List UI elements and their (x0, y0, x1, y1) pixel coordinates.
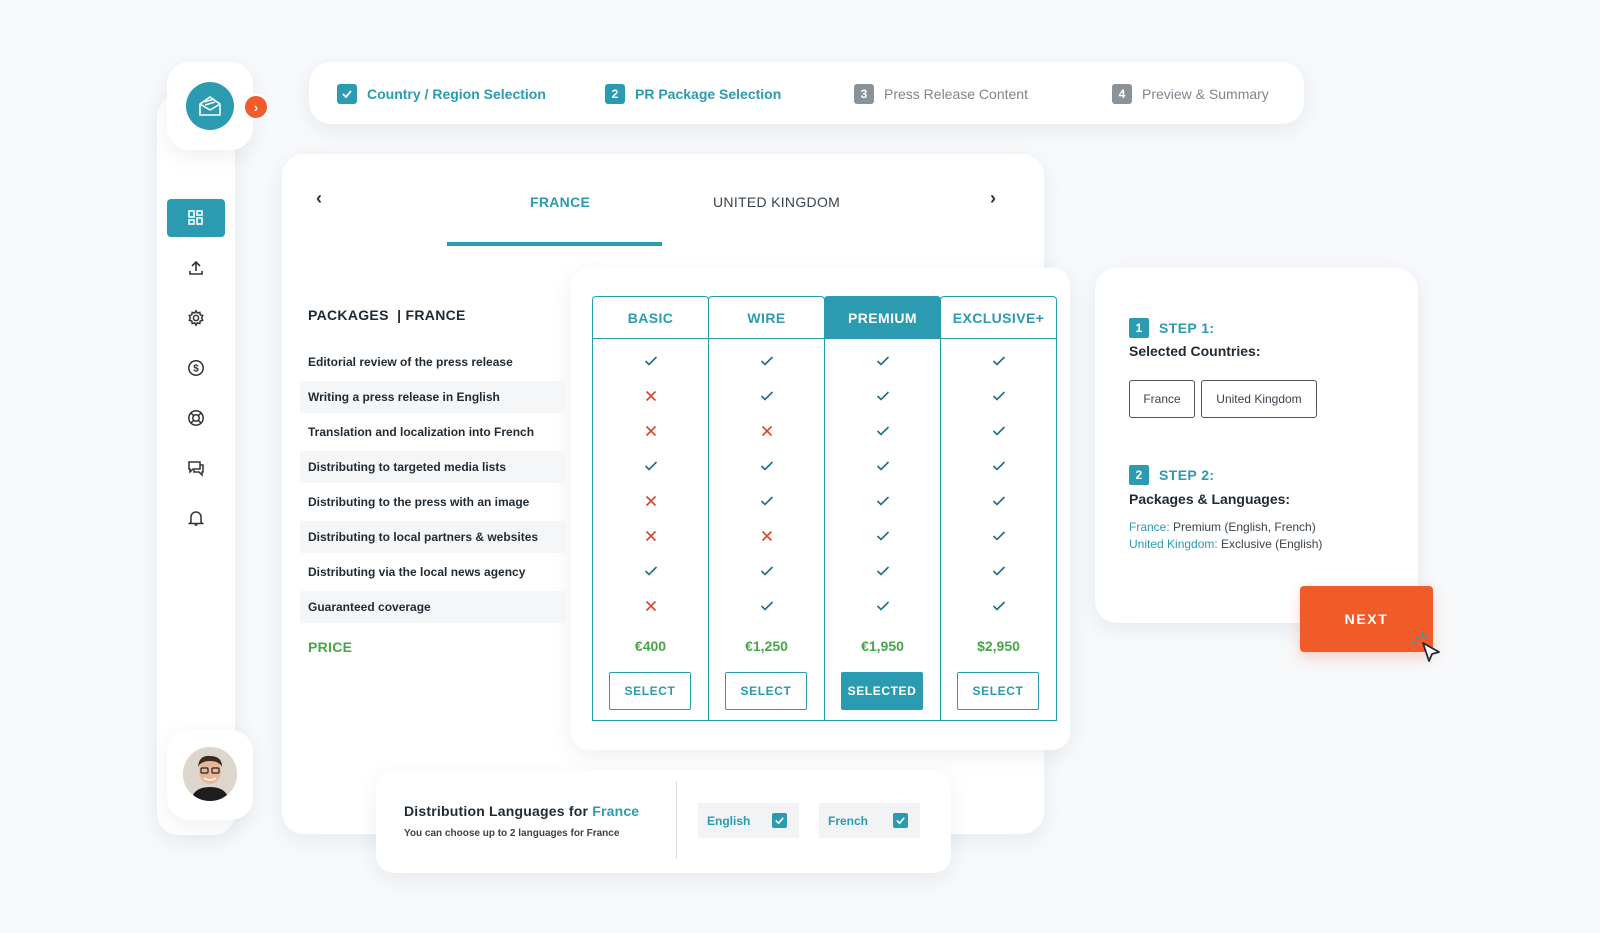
check-icon (341, 88, 353, 100)
checkbox[interactable] (772, 813, 787, 828)
check-icon (825, 526, 940, 546)
step-country-region[interactable] (337, 84, 546, 104)
user-photo-icon (183, 747, 237, 801)
language-label: French (828, 813, 869, 828)
active-tab-indicator (447, 242, 662, 246)
sidebar-item-settings[interactable] (167, 299, 225, 337)
next-country-button[interactable]: › (990, 188, 996, 208)
upload-icon (187, 259, 205, 277)
package-price: €400 (634, 638, 667, 654)
summary-country: France: (1129, 520, 1170, 534)
step-label: STEP 1: (1159, 320, 1215, 336)
check-icon (709, 456, 824, 476)
languages-title-prefix: Distribution Languages for (404, 803, 593, 819)
sidebar-item-billing[interactable] (167, 349, 225, 387)
packages-title: PACKAGES (308, 307, 389, 323)
notifications-icon (187, 509, 205, 527)
package-name: BASIC (593, 297, 708, 339)
app-logo[interactable] (186, 82, 234, 130)
step-number: 4 (1112, 84, 1132, 104)
billing-icon (187, 359, 205, 377)
feature-row: Editorial review of the press release (308, 355, 513, 369)
step-press-release-content[interactable] (854, 84, 1028, 104)
check-icon (941, 491, 1056, 511)
packages-country: | FRANCE (397, 307, 466, 323)
step-done-checkbox (337, 84, 357, 104)
chat-icon (187, 459, 205, 477)
feature-row: Writing a press release in English (300, 381, 566, 413)
feature-row: Distributing to the press with an image (308, 495, 530, 509)
sidebar-item-dashboard[interactable] (167, 199, 225, 237)
check-icon (709, 561, 824, 581)
summary-step-2 (1129, 465, 1214, 485)
feature-row: Guaranteed coverage (300, 591, 566, 623)
check-icon (825, 386, 940, 406)
feature-row: Distributing to targeted media lists (300, 451, 566, 483)
package-column-wire (708, 296, 825, 721)
check-icon (709, 386, 824, 406)
step-label: Country / Region Selection (367, 86, 546, 102)
check-icon (825, 491, 940, 511)
prev-country-button[interactable]: ‹ (316, 188, 322, 208)
packages-languages-label: Packages & Languages: (1129, 491, 1291, 507)
step-number: 2 (1129, 465, 1149, 485)
next-button[interactable]: NEXT (1300, 586, 1433, 652)
packages-heading (308, 307, 466, 323)
package-column-exclusive-plus (940, 296, 1057, 721)
languages-subtitle: You can choose up to 2 languages for France (404, 828, 620, 839)
check-icon (825, 596, 940, 616)
check-icon (941, 526, 1056, 546)
expand-sidebar-button[interactable] (243, 94, 269, 120)
step-label: Press Release Content (884, 86, 1028, 102)
package-column-premium (824, 296, 941, 721)
step-number: 3 (854, 84, 874, 104)
check-icon (941, 456, 1056, 476)
dashboard-icon (187, 209, 205, 227)
svg-text:$: $ (193, 363, 199, 375)
sidebar-item-chat[interactable] (167, 449, 225, 487)
cross-icon (593, 596, 708, 616)
step-number: 2 (605, 84, 625, 104)
feature-row: Translation and localization into French (308, 425, 535, 439)
feature-row: Distributing to local partners & websites (300, 521, 566, 553)
summary-detail: Exclusive (English) (1217, 537, 1323, 551)
cross-icon (709, 421, 824, 441)
summary-detail: Premium (English, French) (1169, 520, 1316, 534)
settings-icon (187, 309, 205, 327)
check-icon (825, 456, 940, 476)
check-icon (941, 386, 1056, 406)
select-exclusive-plus-button[interactable]: SELECT (957, 672, 1039, 710)
user-avatar[interactable] (183, 747, 237, 801)
country-chip-france[interactable]: France (1129, 380, 1195, 418)
sidebar-item-support[interactable] (167, 399, 225, 437)
check-icon (895, 815, 906, 826)
sidebar-item-upload[interactable] (167, 249, 225, 287)
step-label: STEP 2: (1159, 467, 1215, 483)
package-name: PREMIUM (825, 297, 940, 339)
language-option-french[interactable] (819, 803, 920, 838)
check-icon (941, 421, 1056, 441)
step-label: Preview & Summary (1142, 86, 1269, 102)
cursor-icon (1409, 630, 1445, 671)
step-pr-package[interactable] (605, 84, 781, 104)
check-icon (593, 456, 708, 476)
checkbox[interactable] (893, 813, 908, 828)
select-basic-button[interactable]: SELECT (609, 672, 691, 710)
check-icon (593, 351, 708, 371)
check-icon (825, 421, 940, 441)
languages-title (404, 803, 639, 819)
check-icon (825, 351, 940, 371)
check-icon (709, 351, 824, 371)
check-icon (774, 815, 785, 826)
check-icon (941, 351, 1056, 371)
tab-united-kingdom[interactable]: UNITED KINGDOM (713, 194, 841, 210)
language-option-english[interactable] (698, 803, 799, 838)
cross-icon (593, 491, 708, 511)
tab-france[interactable]: FRANCE (530, 194, 591, 210)
price-label: PRICE (308, 639, 353, 655)
cross-icon (593, 421, 708, 441)
check-icon (709, 491, 824, 511)
cross-icon (593, 526, 708, 546)
country-chip-united-kingdom[interactable]: United Kingdom (1201, 380, 1317, 418)
cross-icon (709, 526, 824, 546)
selected-countries-label: Selected Countries: (1129, 343, 1261, 359)
check-icon (709, 596, 824, 616)
step-number: 1 (1129, 318, 1149, 338)
summary-line-united-kingdom (1129, 537, 1322, 551)
check-icon (593, 561, 708, 581)
summary-step-1 (1129, 318, 1214, 338)
selected-premium-button[interactable]: SELECTED (841, 672, 923, 710)
summary-country: United Kingdom: (1129, 537, 1218, 551)
divider (676, 781, 677, 859)
package-price: $2,950 (977, 638, 1020, 654)
summary-line-france (1129, 520, 1316, 534)
support-icon (187, 409, 205, 427)
package-name: EXCLUSIVE+ (941, 297, 1056, 339)
envelope-icon (197, 94, 223, 118)
feature-row: Distributing via the local news agency (308, 565, 526, 579)
package-column-basic (592, 296, 709, 721)
step-preview-summary[interactable] (1112, 84, 1269, 104)
language-label: English (707, 813, 751, 828)
step-label: PR Package Selection (635, 86, 782, 102)
package-price: €1,250 (745, 638, 788, 654)
sidebar-item-notifications[interactable] (167, 499, 225, 537)
select-wire-button[interactable]: SELECT (725, 672, 807, 710)
check-icon (941, 596, 1056, 616)
progress-stepper (309, 62, 1304, 124)
check-icon (941, 561, 1056, 581)
check-icon (825, 561, 940, 581)
cross-icon (593, 386, 708, 406)
package-price: €1,950 (861, 638, 904, 654)
languages-title-country: France (592, 803, 640, 819)
chevron-right-icon: › (253, 99, 259, 115)
package-name: WIRE (709, 297, 824, 339)
